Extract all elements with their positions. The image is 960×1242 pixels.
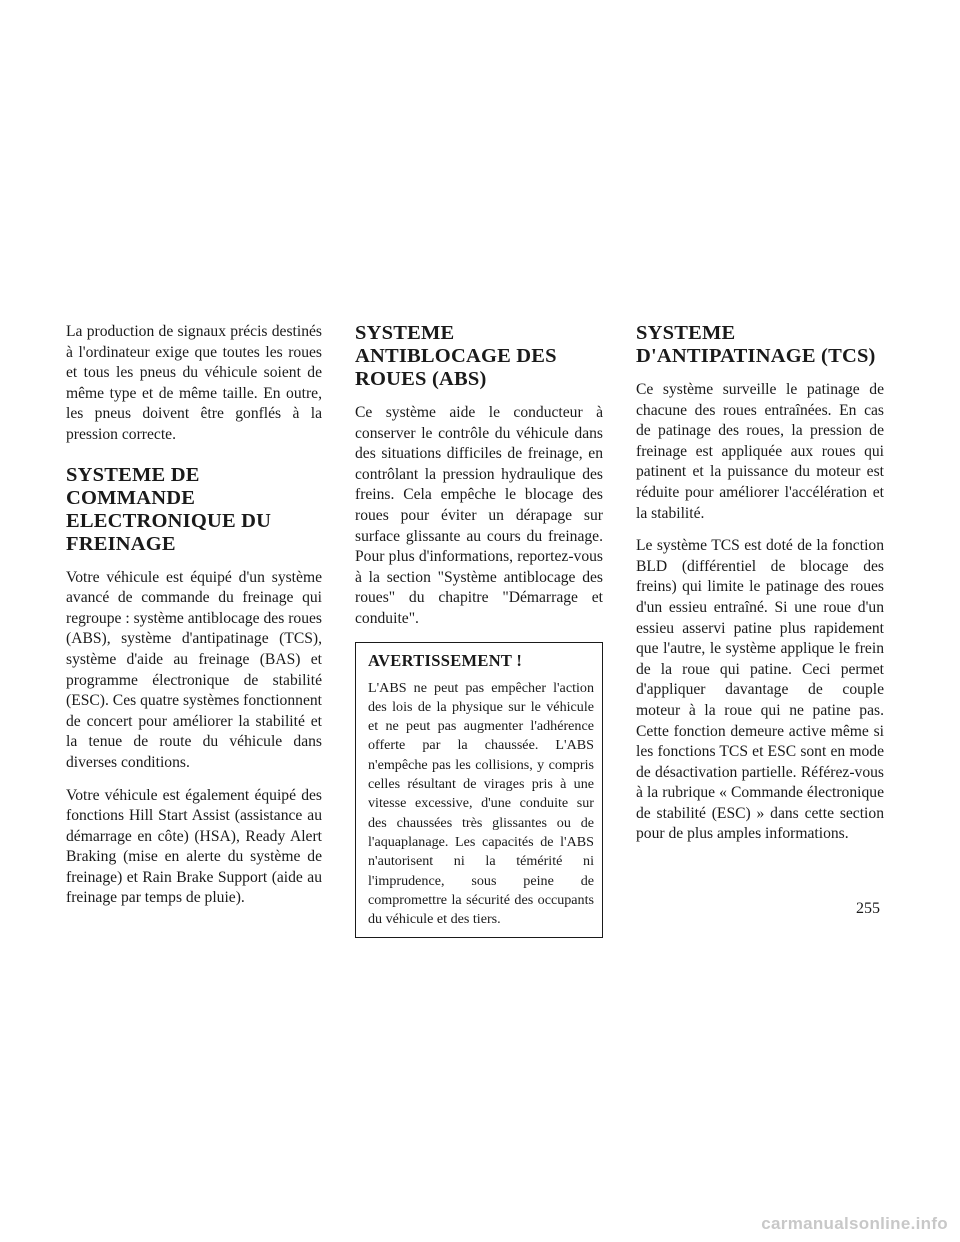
column-left [66,322,322,921]
column-middle [355,322,603,938]
section-heading-tcs: SYSTEME D'ANTIPATINAGE (TCS) [636,322,876,367]
warning-box [355,642,603,939]
tcs-paragraph-2: Le système TCS est doté de la fonction BLD (différentiel de blocage des freins) qui limite le patinage des roues d'un essieu entraîné. Si une roue d'un essieu asservi patine plus rapidement que l'autre, le système applique le frein de la roue qui patine. Ceci permet d'appliquer davantage de couple moteur à la roue qui ne patine pas. Cette fonction demeure active même si les fonctions TCS et ESC sont en mode de désactivation partielle. Référez-vous à la rubrique « Commande électronique de stabilité (ESC) » dans cette section pour de plus amples informations. [636,537,884,843]
abs-paragraph: Ce système aide le conducteur à conserver le contrôle du véhicule dans des situations difficiles de freinage, en contrôlant la pression hydraulique des freins. Cela empêche le blocage des roues pour éviter un dérapage sur surface glissante au cours du freinage. Pour plus d'informations, reportez-vous à la section "Système antiblocage des roues" du chapitre "Démarrage et conduite". [355,404,603,627]
page-number: 255 [856,900,880,917]
brake-control-paragraph-2: Votre véhicule est également équipé des fonctions Hill Start Assist (assistance au démarrage en côte) (HSA), Ready Alert Braking (mise en alerte du système de freinage) et Rain Brake Support (aide au freinage par temps de pluie). [66,786,322,907]
warning-text: L'ABS ne peut pas empêcher l'action des lois de la physique sur le véhicule et ne peut pas augmenter l'adhérence offerte par la chaussée. L'ABS n'empêche pas les collisions, y compris celles résultant de virages pris à une vitesse excessive, d'une conduite sur des chaussées très glissantes ou de l'aquaplanage. Les capacités de l'ABS n'autorisent ni la témérité ni l'imprudence, sous peine de compromettre la sécurité des occupants du véhicule et des tiers. [368,679,594,928]
watermark-logo: carmanualsonline.info [761,1214,948,1233]
section-heading-brake-control: SYSTEME DE COMMANDE ELECTRONIQUE DU FREINAGE [66,463,272,555]
tcs-paragraph-1: Ce système surveille le patinage de chacune des roues entraînées. En cas de patinage des roues, la pression de freinage est appliquée aux roues qui patinent et la puissance du moteur est réduite pour améliorer l'accélération et la stabilité. [636,381,884,522]
section-heading-abs: SYSTEME ANTIBLOCAGE DES ROUES (ABS) [355,322,557,390]
column-right [636,322,884,857]
brake-control-paragraph-1: Votre véhicule est équipé d'un système avancé de commande du freinage qui regroupe : système antiblocage des roues (ABS), système d'antipatinage (TCS), système d'aide au freinage (BAS) et programme électronique de stabilité (ESC). Ces quatre systèmes fonctionnent de concert pour améliorer la stabilité et la tenue de route du véhicule dans diverses conditions. [66,568,322,771]
intro-paragraph: La production de signaux précis destinés à l'ordinateur exige que toutes les roues et tous les pneus du véhicule soient de même type et de même taille. En outre, les pneus doivent être gonflés à la pression correcte. [66,323,322,443]
warning-title: AVERTISSEMENT ! [368,650,523,670]
